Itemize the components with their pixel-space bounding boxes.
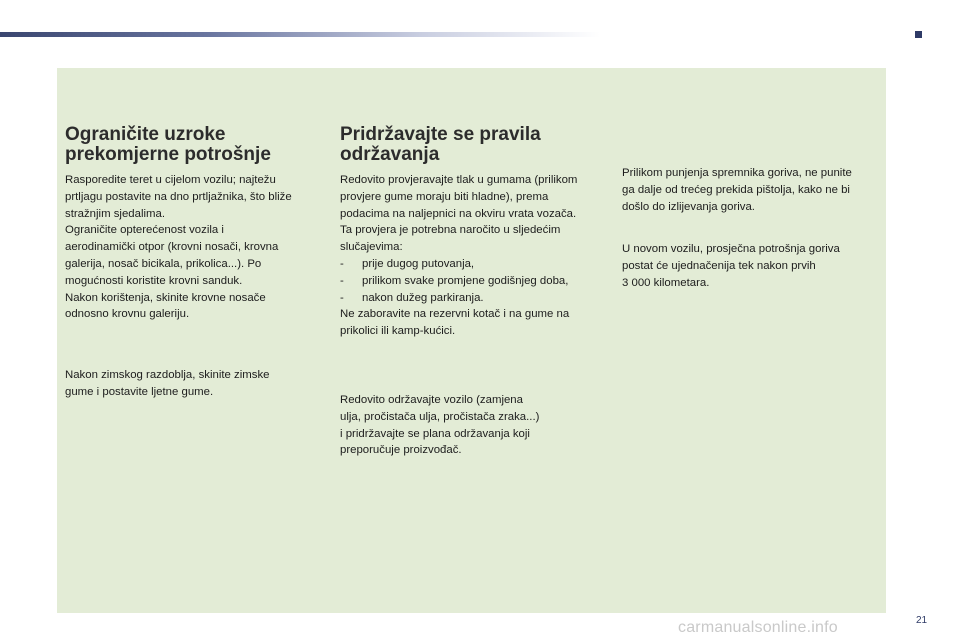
paragraph-line: Prilikom punjenja spremnika goriva, ne punite	[622, 167, 852, 179]
service-paragraph	[340, 392, 605, 459]
paragraph-line: postat će ujednačenija tek nakon prvih	[622, 260, 816, 273]
list-item	[340, 290, 605, 307]
list-item	[340, 273, 605, 290]
paragraph-line: prikolici ili kamp-kućici.	[340, 325, 456, 338]
paragraph-line: galerija, nosač bicikala, prikolica...). Po	[65, 257, 262, 270]
section-title-line: održavanja	[340, 144, 440, 165]
new-car-paragraph	[622, 241, 877, 291]
load-paragraph	[65, 172, 300, 323]
paragraph-line: 3 000 kilometara.	[622, 276, 710, 289]
paragraph-line: podacima na naljepnici na okviru vrata vozača.	[340, 207, 577, 220]
watermark-text: carmanualsonline.info	[678, 619, 838, 636]
section-fuel-notes	[622, 125, 877, 292]
paragraph-line: Ta provjera je potrebna naročito u sljedećim	[340, 224, 561, 237]
paragraph-line: i pridržavajte se plana održavanja koji	[340, 427, 530, 440]
paragraph-line: aerodinamički otpor (krovni nosači, krovna	[65, 241, 279, 254]
header-gradient-bar	[0, 32, 600, 37]
paragraph-line: došlo do izlijevanja goriva.	[622, 200, 755, 213]
paragraph-line: Redovito održavajte vozilo (zamjena	[340, 393, 523, 406]
paragraph-line: slučajevima:	[340, 241, 403, 254]
paragraph-line: provjere gume moraju biti hladne), prema	[340, 190, 549, 203]
dash-marker: -	[340, 274, 344, 287]
list-item-text: nakon dužeg parkiranja.	[362, 291, 484, 304]
winter-tyres-paragraph	[65, 367, 300, 401]
paragraph-line: gume i postavite ljetne gume.	[65, 385, 214, 398]
page-number: 21	[916, 615, 928, 626]
list-item	[340, 256, 605, 273]
section-maintenance	[340, 125, 605, 459]
paragraph-line: prtljagu postavite na dno prtljažnika, što bliže	[65, 190, 292, 203]
header-corner-marker	[915, 31, 922, 38]
refuel-paragraph	[622, 165, 877, 215]
section-title-line: Pridržavajte se pravila	[340, 124, 541, 145]
dash-marker: -	[340, 257, 344, 270]
paragraph-line: Redovito provjeravajte tlak u gumama (prilikom	[340, 174, 578, 186]
paragraph-line: mogućnosti koristite krovni sanduk.	[65, 274, 243, 287]
section-limit-consumption	[65, 125, 300, 401]
paragraph-line: preporučuje proizvođač.	[340, 444, 462, 457]
paragraph-line: Rasporedite teret u cijelom vozilu; najtežu	[65, 174, 276, 186]
paragraph-line: Nakon korištenja, skinite krovne nosače	[65, 291, 266, 304]
paragraph-line: U novom vozilu, prosječna potrošnja goriva	[622, 243, 840, 256]
dash-marker: -	[340, 291, 344, 304]
section-title	[65, 125, 300, 165]
section-title-line: prekomjerne potrošnje	[65, 144, 271, 165]
list-item-text: prilikom svake promjene godišnjeg doba,	[362, 274, 569, 287]
paragraph-line: Nakon zimskog razdoblja, skinite zimske	[65, 369, 270, 382]
paragraph-line: ulja, pročistača ulja, pročistača zraka...)	[340, 410, 540, 423]
tyre-pressure-paragraph	[340, 172, 605, 340]
check-occasions-list	[340, 256, 605, 306]
paragraph-line: ga dalje od trećeg prekida pištolja, kako ne bi	[622, 183, 850, 196]
section-title	[340, 125, 605, 165]
paragraph-line: odnosno krovnu galeriju.	[65, 308, 190, 321]
section-title-line: Ograničite uzroke	[65, 124, 226, 145]
list-item-text: prije dugog putovanja,	[362, 257, 475, 270]
paragraph-line: Ne zaboravite na rezervni kotač i na gume na	[340, 308, 570, 321]
paragraph-line: Ograničite opterećenost vozila i	[65, 224, 224, 237]
paragraph-line: stražnjim sjedalima.	[65, 207, 166, 220]
